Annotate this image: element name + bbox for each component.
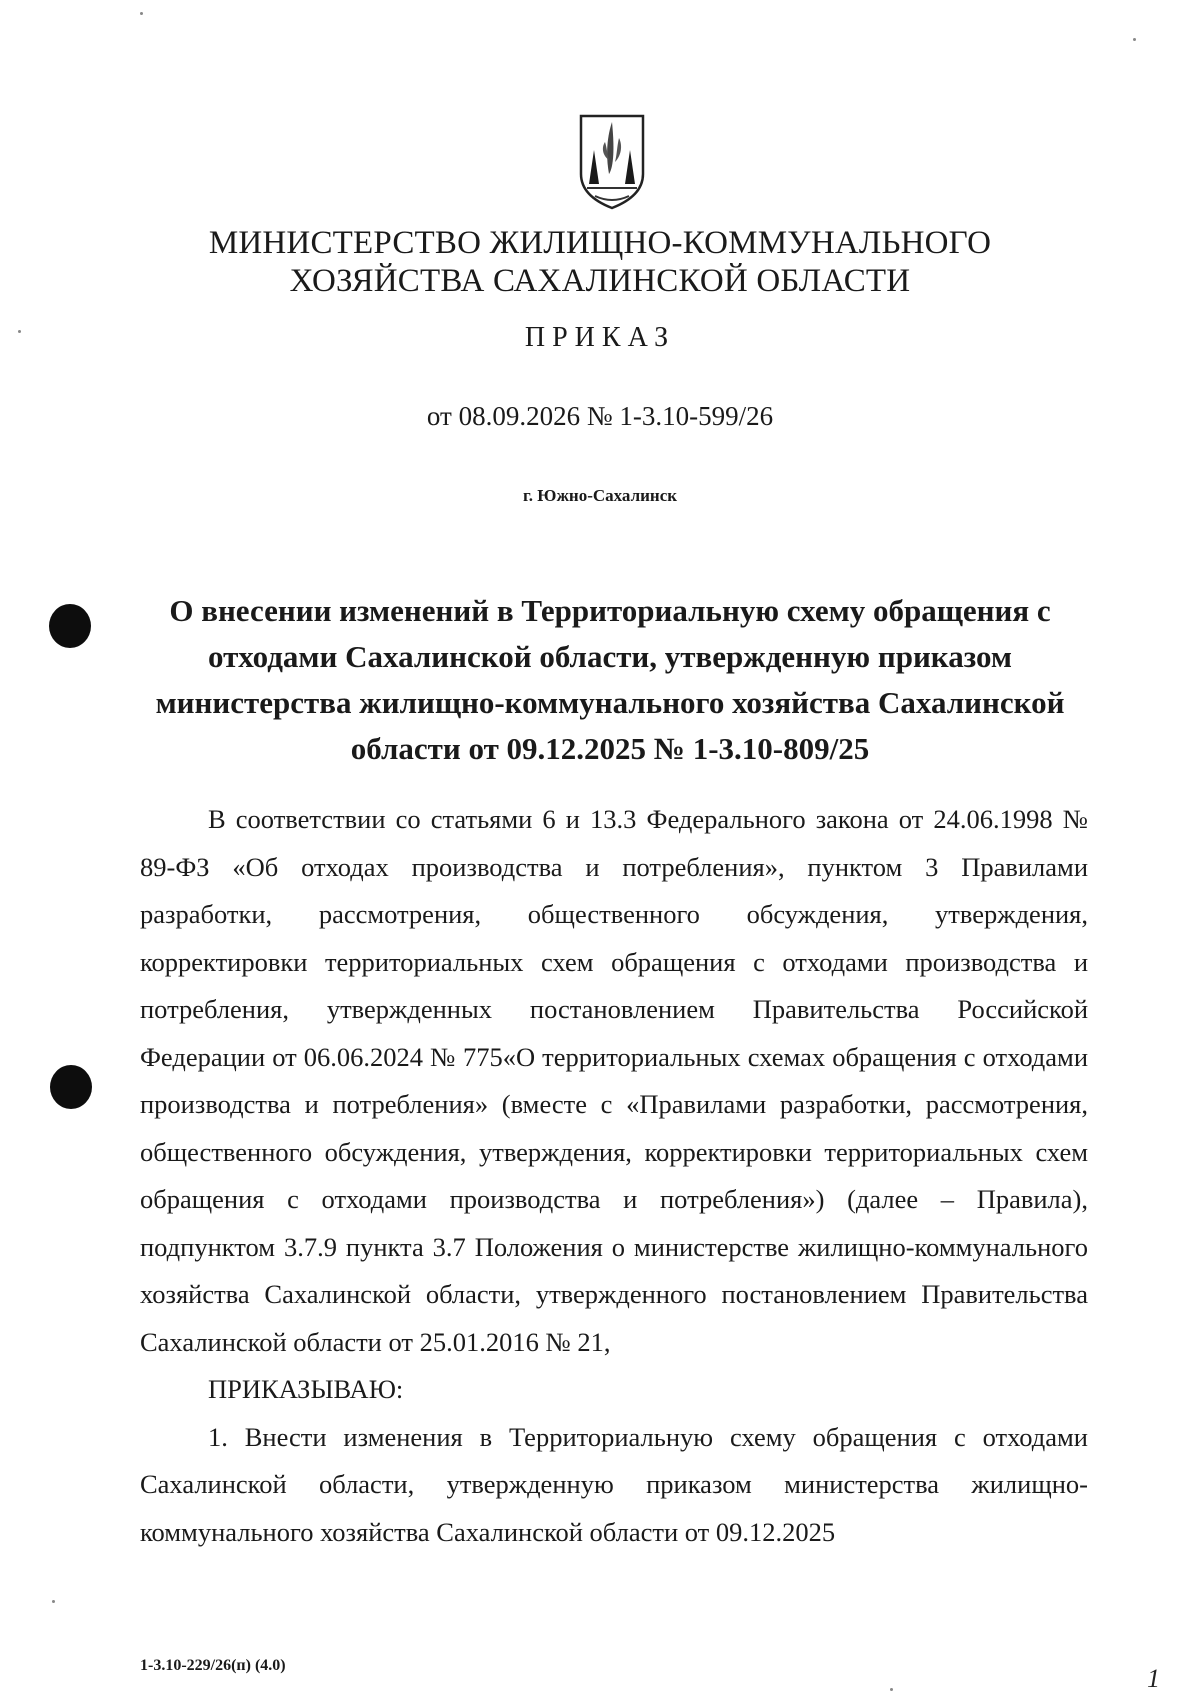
ministry-line-2: ХОЗЯЙСТВА САХАЛИНСКОЙ ОБЛАСТИ — [289, 263, 911, 299]
order-body — [140, 796, 1088, 1556]
ministry-line-1: МИНИСТЕРСТВО ЖИЛИЩНО-КОММУНАЛЬНОГО — [208, 225, 992, 261]
scan-speck — [1133, 38, 1136, 41]
ministry-name — [100, 224, 1100, 300]
document-code: 1-3.10-229/26(п) (4.0) — [140, 1657, 286, 1674]
order-title: О внесении изменений в Территориальную схему обращения с отходами Сахалинской области, утвержденную приказом министерства жилищно-коммунального хозяйства Сахалинской области от 09.12.2025 № 1-3.10-809/25 — [155, 593, 1065, 766]
scan-speck — [18, 330, 21, 333]
scan-speck — [52, 1600, 55, 1603]
preamble-paragraph: В соответствии со статьями 6 и 13.3 Федерального закона от 24.06.1998 № 89-ФЗ «Об отходах производства и потребления», пунктом 3 Правилами разработки, рассмотрения, общественного обсуждения, утверждения, корректировки территориальных схем обращения с отходами производства и потребления, утвержденных постановлением Правительства Российской Федерации от 06.06.2024 № 775«О территориальных схемах обращения с отходами производства и потребления» (вместе с «Правилами разработки, рассмотрения, общественного обсуждения, утверждения, корректировки территориальных схем обращения с отходами производства и потребления») (далее – Правила), подпунктом 3.7.9 пункта 3.7 Положения о министерстве жилищно-коммунального хозяйства Сахалинской области, утвержденного постановлением Правительства Сахалинской области от 25.01.2016 № 21, — [140, 804, 1088, 1357]
scan-speck — [890, 1688, 893, 1691]
page-number-mark: 1 — [1147, 1664, 1160, 1693]
scan-speck — [140, 12, 143, 15]
order-city: г. Южно-Сахалинск — [522, 486, 678, 505]
order-number: от 08.09.2026 № 1-3.10-599/26 — [426, 401, 774, 431]
punch-hole — [50, 1065, 92, 1109]
coat-of-arms-icon — [575, 112, 649, 212]
punch-hole — [49, 604, 91, 648]
order-heading: ПРИКАЗ — [524, 322, 676, 353]
item-1-paragraph: 1. Внести изменения в Территориальную схему обращения с отходами Сахалинской области, утвержденную приказом министерства жилищно-коммунального хозяйства Сахалинской области от 09.12.2025 — [140, 1421, 1088, 1547]
command-word: ПРИКАЗЫВАЮ: — [208, 1374, 404, 1404]
